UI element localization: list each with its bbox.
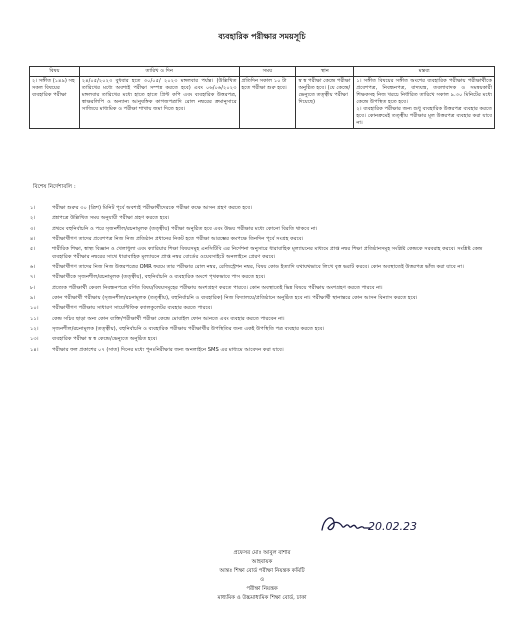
list-item (30, 246, 498, 260)
note-number: ১০। (30, 305, 39, 312)
header-place: স্থান (296, 67, 354, 77)
table-row (30, 77, 495, 129)
note-number: ৩। (30, 225, 36, 232)
note-text: সৃজনশীল/রচনামূলক (তত্ত্বীয়), বহুনির্বাচনি ও ব্যবহারিক পরীক্ষায় পরীক্ষার্থীর উপস্থিতির জন্য একই উপস্থিতি পত্র ব্যবহার করতে হবে। (52, 326, 325, 333)
note-text: শারীরিক শিক্ষা, স্বাস্থ্য বিজ্ঞান ও খেলাধুলা এবং ক্যারিয়ার শিক্ষা বিষয়সমূহ এনসিটিবি এর নির্দেশনা অনুসারে ধারাবাহিক মূল্যায়নের মাধ্যমে প্রাপ্ত নম্বর শিক্ষা প্রতিষ্ঠানসমূহ সংশ্লিষ্ট কেন্দ্রকে সরবরাহ করবে। সংশ্লিষ্ট কেন্দ্র ব্যবহারিক পরীক্ষার নম্বরের সাথে ধারাবাহিক মূল্যায়নে প্রাপ্ত নম্বর বোর্ডের ওয়েবসাইটে অনলাইনে প্রেরণ করবে। (52, 246, 483, 260)
list-item (30, 316, 498, 323)
header-time: সময় (239, 67, 296, 77)
note-number: ৬। (30, 263, 36, 270)
note-number: ১১। (30, 315, 39, 322)
page-title: ব্যবহারিক পরীক্ষার সময়সূচি (218, 32, 306, 41)
signature-date: 20.02.23 (368, 520, 417, 533)
list-item (30, 274, 498, 281)
signatory-role-convener: আহবায়ক (251, 558, 273, 565)
list-item (30, 336, 498, 343)
note-number: ১। (30, 205, 36, 211)
note-number: ৯। (30, 295, 36, 302)
note-text: পরীক্ষার্থীকে সৃজনশীল/রচনামূলক (তত্ত্বীয়), বহুনির্বাচনি ও ব্যবহারিক অংশে পৃথকভাবে পাস করতে হবে। (52, 274, 266, 281)
cell-time: প্রতিদিন সকাল ১০ টা হতে পরীক্ষা শুরু হবে। (239, 77, 296, 129)
note-text: কেন্দ্র সচিব ছাড়া অন্য কোন ব্যক্তি/পরীক্ষার্থী পরীক্ষা কেন্দ্রে মোবাইল ফোন আনতে এবং ব্যবহার করতে পারবেন না। (52, 315, 285, 322)
table-header-row (30, 67, 495, 77)
schedule-table (29, 66, 495, 129)
list-item (30, 226, 498, 233)
list-item (30, 305, 498, 312)
signatory-organization: মাধ্যমিক ও উচ্চমাধ্যমিক শিক্ষা বোর্ড, ঢাকা (217, 594, 307, 601)
note-text: কোন পরীক্ষার্থী পরীক্ষায় (সৃজনশীল/রচনামূলক (তত্ত্বীয়), বহুনির্বাচনি ও ব্যবহারিক) নিজ বিদ্যালয়ে/প্রতিষ্ঠানে অনুষ্ঠিত হবে না। পরীক্ষার্থী স্থানান্তরে কোন আসন বিন্যাস করতে হবে। (52, 295, 418, 302)
note-text: প্রত্যেক পরীক্ষার্থী কেবল নিবন্ধনপত্রে বর্ণিত বিষয়/বিষয়সমূহের পরীক্ষায় অংশগ্রহণ করতে পারবে। কোন অবস্থাতেই ভিন্ন বিষয়ে পরীক্ষায় অংশগ্রহণ করতে পারবে না। (52, 284, 383, 291)
note-number: ৮। (30, 284, 36, 291)
list-item (30, 264, 498, 271)
list-item (30, 347, 498, 354)
note-text: পরীক্ষার্থীগণ তাদের প্রবেশপত্র নিজ নিজ প্রতিষ্ঠান প্রধানের নিকট হতে পরীক্ষা আরম্ভের কমপক্ষে তিনদিন পূর্বে সংগ্রহ করবে। (52, 236, 304, 243)
note-number: ৪। (30, 236, 36, 243)
remark-1: ১। সঙ্গীত বিষয়ের সঙ্গীত অংশের ব্যবহারিক পরীক্ষায় পরীক্ষার্থীকে প্রবেশপত্র, নিবন্ধনপত্র, বাদ্যযন্ত্র, তবলাবাদক ও সমন্বয়কারী শিক্ষকসহ নিজ খরচে নির্ধারিত তারিখে সকাল ৯.৩০ মিনিটের মধ্যে কেন্দ্রে উপস্থিত হতে হবে। (356, 78, 492, 106)
list-item (30, 236, 498, 243)
note-number: ৭। (30, 274, 36, 281)
notes-heading: বিশেষ নির্দেশাবলি : (33, 184, 76, 190)
cell-remarks (354, 77, 495, 129)
list-item (30, 285, 498, 292)
note-number: ৫। (30, 246, 36, 253)
signatory-role-controller: পরীক্ষা নিয়ন্ত্রক (246, 585, 278, 592)
note-number: ১৪। (30, 346, 39, 353)
note-text: ব্যবহারিক পরীক্ষা স্ব স্ব কেন্দ্রে/ভেন্যুতে অনুষ্ঠিত হবে। (52, 336, 158, 343)
note-number: ১৩। (30, 336, 39, 343)
signatory-block (0, 549, 524, 602)
signatory-committee: আন্তঃ শিক্ষা বোর্ড পরীক্ষা নিয়ন্ত্রক কমিটি (219, 567, 305, 574)
remark-2: ২। ব্যবহারিক পরীক্ষার জন্য শুধু ব্যবহারিক উত্তরপত্র ব্যবহার করতে হবে। কোনক্রমেই তত্ত্বীয় পরীক্ষার মূল উত্তরপত্র ব্যবহার করা যাবে না। (356, 106, 492, 127)
note-text: পরীক্ষা শুরুর ৩০ (ত্রিশ) মিনিট পূর্বে অবশ্যই পরীক্ষার্থীদেরকে পরীক্ষা কক্ষে আসন গ্রহণ করতে হবে। (52, 205, 252, 211)
note-number: ২। (30, 215, 36, 222)
note-number: ১২। (30, 326, 39, 333)
handwritten-signature (318, 508, 428, 540)
header-date: তারিখ ও দিন (79, 67, 239, 77)
list-item (30, 215, 498, 222)
list-item (30, 295, 498, 302)
signatory-conjunction: ও (260, 576, 264, 583)
note-text: প্রথমে বহুনির্বাচনি ও পরে সৃজনশীল/রচনামূলক (তত্ত্বীয়) পরীক্ষা অনুষ্ঠিত হবে এবং উভয় পরীক্ষার মধ্যে কোনো বিরতি থাকবে না। (52, 225, 318, 232)
cell-subject: ২। সঙ্গীত (১৪৯) সহ সকল বিষয়ের ব্যবহারিক পরীক্ষা (30, 77, 80, 129)
cell-place: স্ব স্ব পরীক্ষা কেন্দ্রে পরীক্ষা অনুষ্ঠিত হবে। (যে কেন্দ্রে/ ভেন্যুতে তত্ত্বীয় পরীক্ষা দিয়েছে) (296, 77, 354, 129)
note-text: পরীক্ষার্থীগণ পরীক্ষায় সাধারণ সায়েন্টিফিক ক্যালকুলেটর ব্যবহার করতে পারবে। (52, 305, 213, 312)
note-text: পরীক্ষার ফল প্রকাশের ০৭ (সাত) দিনের মধ্যে পুনঃনিরীক্ষার জন্য অনলাইনে SMS এর মাধ্যমে আবেদন করা যাবে। (52, 346, 284, 353)
notes-list (30, 205, 498, 357)
note-text: পরীক্ষার্থীগণ তাদের নিজ নিজ উত্তরপত্রের OMR ফরমে তার পরীক্ষার রোল নম্বর, রেজিস্ট্রেশন নম্বর, বিষয় কোড ইত্যাদি যথাযথভাবে লিখে বৃত্ত ভরাট করবে। কোন অবস্থাতেই উত্তরপত্র ভাঁজ করা যাবে না। (52, 263, 464, 270)
signatory-name: প্রফেসর মোঃ আবুল বাশার (233, 550, 291, 556)
cell-date: ২৪/০৫/২০২৩ বুধবার হতে ৩০/০৫/ ২০২৩ মঙ্গলবার পর্যন্ত। (উল্লিখিত তারিখের মধ্যে অবশ্যই পরীক্ষা সম্পন্ন করতে হবে) এবং ০৬/০৬/২০২৩ মঙ্গলবার তারিখের মধ্যে হাতে হাতে প্রিন্ট কপি এবং ব্যবহারিক উত্তরপত্র, স্বাক্ষরলিপি ও অন্যান্য আনুষঙ্গিক কাগজপত্রাদি রোল নম্বরের ক্রমানুসারে সাজিয়ে মাধ্যমিক ও পরীক্ষা শাখায় জমা দিতে হবে। (79, 77, 239, 129)
list-item (30, 326, 498, 333)
header-subject: বিষয় (30, 67, 80, 77)
note-text: প্রশ্নপত্রে উল্লিখিত সময় অনুযায়ী পরীক্ষা গ্রহণ করতে হবে। (52, 215, 170, 222)
header-remarks: মন্তব্য (354, 67, 495, 77)
list-item (30, 205, 498, 212)
